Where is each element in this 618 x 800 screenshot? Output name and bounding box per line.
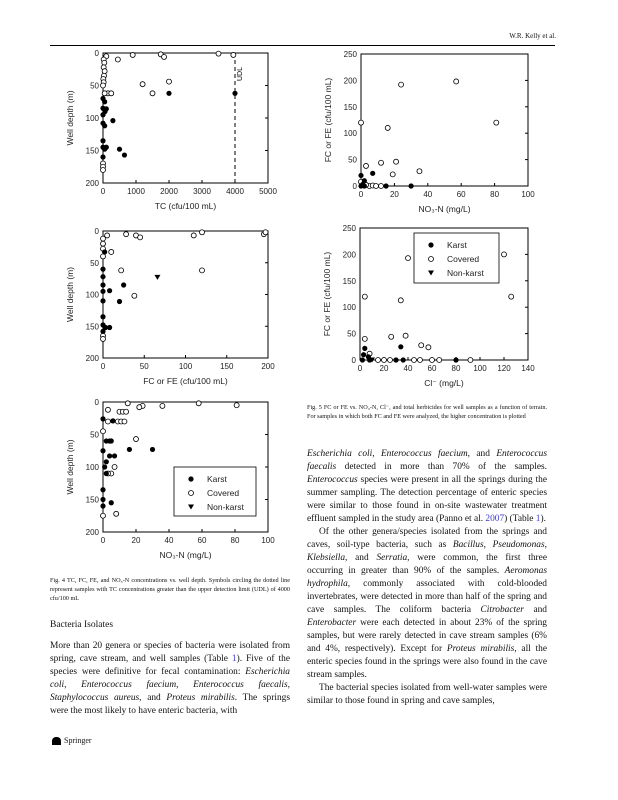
data-point-karst: [150, 447, 155, 452]
data-point-covered: [437, 358, 442, 363]
text-segment: species were present in all the springs during the summer sampling. The detection percentage of enteric species were similar to those found in on-site wastewater treatment effluent sampled in the study area (Panno et al.: [307, 475, 547, 524]
chart-no3-depth: [65, 398, 275, 560]
text-segment: Enterobacter: [307, 618, 357, 628]
data-point-covered: [101, 241, 106, 246]
y-axis-label: Well depth (m): [65, 439, 75, 495]
data-point-karst: [100, 274, 105, 279]
y-tick-label: 150: [342, 276, 356, 286]
data-point-karst: [102, 147, 107, 152]
legend-label: Covered: [447, 254, 480, 264]
data-point-covered: [419, 343, 424, 348]
y-tick-label: 100: [342, 303, 356, 313]
text-segment: Klebsiella: [307, 553, 346, 563]
data-point-karst: [360, 182, 365, 187]
data-point-covered: [130, 52, 135, 57]
data-point-covered: [101, 168, 106, 173]
data-point-covered: [374, 184, 379, 189]
data-point-covered: [125, 401, 130, 406]
paragraph: [307, 448, 547, 526]
data-point-covered: [394, 159, 399, 164]
y-tick-label: 50: [348, 155, 357, 165]
data-point-covered: [494, 120, 499, 125]
text-segment: Enterococcus faecalis: [307, 449, 547, 472]
y-tick-label: 250: [343, 50, 357, 59]
x-tick-label: 5000: [259, 187, 277, 196]
x-tick-label: 1000: [127, 187, 145, 196]
y-axis-label: FC or FE (cfu/100 mL): [323, 77, 333, 163]
x-axis-label: NO₃-N (mg/L): [418, 204, 471, 214]
text-segment: Pseudomonas: [492, 540, 545, 550]
data-point-covered: [122, 419, 127, 424]
text-segment: Escherichia coli: [307, 449, 373, 459]
plot-frame: [103, 231, 268, 358]
data-point-karst: [383, 183, 388, 188]
x-tick-label: 80: [490, 190, 500, 199]
data-point-covered: [200, 268, 205, 273]
data-point-covered: [379, 184, 384, 189]
data-point-karst: [102, 123, 107, 128]
data-point-karst: [112, 453, 117, 458]
x-tick-label: 20: [379, 364, 389, 373]
data-point-covered: [132, 293, 137, 298]
data-point-karst: [110, 118, 115, 123]
data-point-covered: [112, 465, 117, 470]
data-point-covered: [390, 172, 395, 177]
legend-label: Karst: [447, 240, 467, 250]
y-tick-label: 0: [352, 182, 357, 191]
x-tick-label: 100: [521, 190, 535, 199]
text-segment: . The springs were the most likely to have enteric bacteria, with: [50, 693, 290, 716]
data-point-karst: [358, 173, 363, 178]
data-point-covered: [162, 54, 167, 59]
x-axis-label: FC or FE (cfu/100 mL): [143, 376, 228, 386]
data-point-karst: [362, 346, 367, 351]
data-point-covered: [231, 52, 236, 57]
text-segment: ).: [540, 514, 546, 524]
y-tick-label: 150: [85, 322, 99, 332]
data-point-karst: [110, 418, 115, 423]
x-axis-label: NO₃-N (mg/L): [159, 550, 212, 560]
data-point-karst: [107, 453, 112, 458]
data-point-covered: [216, 51, 221, 56]
data-point-covered: [263, 230, 268, 235]
data-point-karst: [100, 289, 105, 294]
data-point-karst: [100, 487, 105, 492]
x-tick-label: 60: [197, 536, 207, 545]
x-tick-label: 60: [456, 190, 466, 199]
springer-horse-icon: [52, 737, 61, 745]
data-point-karst: [100, 314, 105, 319]
text-segment: Enterococcus faecalis: [193, 680, 288, 690]
data-point-covered: [454, 79, 459, 84]
x-tick-label: 20: [389, 190, 399, 199]
y-tick-label: 50: [90, 258, 99, 268]
x-tick-label: 4000: [226, 187, 244, 196]
running-head: W.R. Kelly et al.: [509, 32, 556, 40]
data-point-karst: [453, 357, 458, 362]
x-tick-label: 120: [497, 364, 511, 373]
y-tick-label: 150: [343, 102, 357, 112]
x-tick-label: 2000: [160, 187, 178, 196]
x-tick-label: 0: [100, 536, 106, 545]
y-tick-label: 200: [343, 76, 357, 86]
data-point-covered: [389, 334, 394, 339]
data-point-covered: [509, 294, 514, 299]
data-point-karst: [117, 299, 122, 304]
y-tick-label: 50: [90, 81, 99, 91]
right-column-text: [307, 448, 547, 708]
data-point-covered: [200, 230, 205, 235]
data-point-karst: [100, 329, 105, 334]
data-point-covered: [430, 358, 435, 363]
y-tick-label: 250: [342, 224, 356, 233]
citation-link[interactable]: 1: [535, 514, 541, 524]
x-tick-label: 100: [178, 362, 193, 371]
y-tick-label: 0: [351, 356, 356, 365]
data-point-non-karst: [154, 275, 160, 280]
y-tick-label: 100: [85, 463, 99, 472]
udl-label: UDL: [237, 66, 244, 81]
data-point-karst: [122, 152, 127, 157]
text-segment: The bacterial species isolated from well-water samples were similar to those found in spring and cave samples,: [307, 683, 547, 706]
data-point-covered: [502, 252, 507, 257]
data-point-karst: [166, 91, 171, 96]
x-tick-label: 100: [473, 364, 487, 373]
data-point-covered: [134, 437, 139, 442]
data-point-covered: [417, 169, 422, 174]
data-point-covered: [105, 407, 110, 412]
data-point-covered: [137, 405, 142, 410]
data-point-covered: [406, 256, 411, 261]
text-segment: , and: [345, 553, 377, 563]
data-point-karst: [102, 99, 107, 104]
figure4-caption: Fig. 4 TC, FC, FE, and NO₃-N concentrations vs. well depth. Symbols circling the dotted line represent samples with TC concentrations greater than the upper detection limit (UDL) of 4000 cfu/100 mL: [50, 577, 290, 602]
data-point-karst: [100, 448, 105, 453]
data-point-covered: [101, 513, 106, 518]
data-point-covered: [114, 511, 119, 516]
text-segment: ,: [483, 540, 493, 550]
data-point-karst: [409, 183, 414, 188]
y-tick-label: 50: [347, 329, 356, 339]
data-point-karst: [100, 282, 105, 287]
data-point-covered: [364, 163, 369, 168]
data-point-karst: [121, 282, 126, 287]
data-point-covered: [109, 249, 114, 254]
data-point-covered: [101, 254, 106, 259]
text-segment: ,: [64, 680, 82, 690]
x-tick-label: 20: [131, 536, 141, 545]
data-point-karst: [361, 352, 366, 357]
data-point-covered: [426, 345, 431, 350]
text-segment: and: [523, 605, 547, 615]
y-tick-label: 100: [343, 129, 357, 139]
data-point-covered: [101, 83, 106, 88]
data-point-covered: [379, 160, 384, 165]
x-tick-label: 40: [403, 364, 413, 373]
figure5-caption: Fig. 5 FC or FE vs. NO₃-N, Cl⁻, and total herbicides for well samples as a function of terrain. For samples in which both FC and FE were analyzed, the higher concentration is plotted: [307, 404, 547, 420]
data-point-covered: [403, 333, 408, 338]
text-segment: , commonly associated with cold-blooded invertebrates, were detected in more than half of the spring and cave samples. The coliform bacteria: [307, 579, 547, 615]
x-tick-label: 0: [358, 190, 364, 199]
y-tick-label: 100: [85, 114, 99, 123]
x-tick-label: 40: [164, 536, 174, 545]
data-point-covered: [234, 403, 239, 408]
y-axis-label: FC or FE (cfu/100 mL): [322, 251, 332, 337]
text-segment: Bacillus: [452, 540, 484, 550]
publisher-name: Springer: [64, 736, 92, 745]
y-axis-label: Well depth (m): [65, 90, 75, 146]
legend-marker-covered: [189, 491, 194, 496]
legend: [174, 467, 256, 516]
text-segment: Staphylococcus aureus: [50, 693, 140, 703]
data-point-covered: [124, 409, 129, 414]
text-segment: ,: [287, 680, 291, 690]
data-point-karst: [370, 171, 375, 176]
x-tick-label: 0: [357, 364, 363, 373]
x-tick-label: 40: [423, 190, 433, 199]
x-tick-label: 0: [100, 187, 106, 196]
y-tick-label: 0: [94, 49, 99, 58]
data-point-karst: [100, 138, 105, 143]
text-segment: Of the other genera/species isolated from the springs and caves, soil-type bacteria, such as: [307, 527, 547, 550]
y-tick-label: 150: [85, 495, 99, 505]
data-point-karst: [100, 497, 105, 502]
y-tick-label: 0: [94, 398, 99, 407]
text-segment: Aeromonas hydrophila: [307, 566, 547, 589]
data-point-karst: [107, 288, 112, 293]
data-point-covered: [101, 236, 106, 241]
x-tick-label: 3000: [193, 187, 211, 196]
y-tick-label: 100: [85, 290, 99, 300]
data-point-covered: [468, 358, 473, 363]
data-point-karst: [100, 267, 105, 272]
left-column-text: [50, 640, 290, 718]
data-point-covered: [418, 358, 423, 363]
x-tick-label: 80: [451, 364, 461, 373]
y-tick-label: 200: [85, 528, 99, 537]
data-point-covered: [150, 91, 155, 96]
y-axis-label: Well depth (m): [65, 266, 75, 323]
data-point-covered: [376, 358, 381, 363]
data-point-covered: [102, 91, 107, 96]
data-point-covered: [101, 336, 106, 341]
text-segment: detected in more than 70% of the samples.: [336, 462, 547, 472]
data-point-covered: [362, 336, 367, 341]
data-point-karst: [127, 447, 132, 452]
legend-label: Non-karst: [207, 502, 244, 512]
text-segment: Serratia: [376, 553, 408, 563]
y-tick-label: 150: [85, 146, 99, 156]
text-segment: were each detected in about 23% of the spring samples, but were rarely detected in cave stream samples (6% and 4%, respectively). Except for: [307, 618, 547, 654]
data-point-karst: [100, 298, 105, 303]
data-point-covered: [167, 79, 172, 84]
paragraph: [307, 682, 547, 708]
x-tick-label: 100: [261, 536, 275, 545]
data-point-covered: [109, 91, 114, 96]
data-point-covered: [196, 401, 201, 406]
legend-marker-karst: [428, 242, 433, 247]
data-point-karst: [100, 112, 105, 117]
text-segment: ) (Table: [504, 514, 536, 524]
plot-frame: [361, 54, 528, 186]
citation-link[interactable]: 1: [231, 654, 237, 664]
data-point-covered: [382, 358, 387, 363]
text-segment: , all the enteric species found in the springs were also found in the cave stream samples.: [307, 644, 547, 680]
data-point-covered: [119, 268, 124, 273]
x-tick-label: 200: [261, 362, 275, 371]
paragraph: [50, 640, 290, 718]
data-point-karst: [398, 344, 403, 349]
x-tick-label: 150: [220, 362, 234, 371]
data-point-covered: [124, 232, 129, 237]
y-tick-label: 0: [94, 227, 99, 236]
data-point-covered: [105, 419, 110, 424]
data-point-covered: [138, 235, 143, 240]
publisher-logo: [52, 736, 92, 745]
data-point-karst: [232, 91, 237, 96]
x-tick-label: 50: [139, 362, 149, 371]
text-segment: ,: [176, 680, 194, 690]
chart-fc-cl: [322, 224, 535, 388]
data-point-karst: [109, 500, 114, 505]
data-point-covered: [160, 403, 165, 408]
text-segment: ,: [544, 540, 547, 550]
section-heading: Bacteria Isolates: [50, 620, 114, 630]
legend: [414, 233, 499, 283]
x-tick-label: 140: [521, 364, 535, 373]
legend-marker-covered: [429, 257, 434, 262]
data-point-karst: [102, 249, 107, 254]
data-point-covered: [101, 429, 106, 434]
text-segment: Citrobacter: [480, 605, 524, 615]
data-point-covered: [140, 82, 145, 87]
data-point-karst: [102, 464, 107, 469]
text-segment: ,: [372, 449, 381, 459]
text-segment: Enterococcus: [307, 475, 358, 485]
data-point-karst: [401, 357, 406, 362]
y-tick-label: 200: [85, 354, 99, 363]
data-point-covered: [385, 125, 390, 130]
x-axis-label: TC (cfu/100 mL): [154, 201, 217, 211]
text-segment: , and: [467, 449, 497, 459]
data-point-covered: [115, 57, 120, 62]
data-point-covered: [412, 358, 417, 363]
data-point-karst: [109, 438, 114, 443]
chart-fcfe-depth: [65, 227, 275, 386]
data-point-karst: [104, 471, 109, 476]
text-segment: Enterococcus faecium: [380, 449, 468, 459]
data-point-karst: [104, 459, 109, 464]
text-segment: Proteus mirabilis: [166, 693, 235, 703]
text-segment: , and: [139, 693, 167, 703]
text-segment: ). Five of the species were definitive for fecal contamination:: [50, 654, 290, 677]
x-tick-label: 80: [230, 536, 240, 545]
data-point-covered: [359, 120, 364, 125]
paragraph: [307, 526, 547, 682]
y-tick-label: 200: [342, 250, 356, 260]
chart-tc-depth: [65, 49, 277, 211]
data-point-covered: [388, 358, 393, 363]
x-axis-label: Cl⁻ (mg/L): [424, 378, 464, 388]
citation-link[interactable]: 2007: [485, 514, 505, 524]
data-point-karst: [117, 147, 122, 152]
text-segment: More than 20 genera or species of bacteria were isolated from spring, cave stream, and well samples (Table: [50, 641, 290, 664]
legend-label: Karst: [207, 474, 227, 484]
legend-label: Non-karst: [447, 268, 484, 278]
data-point-karst: [360, 357, 365, 362]
data-point-covered: [191, 233, 196, 238]
y-tick-label: 200: [85, 179, 99, 188]
data-point-karst: [100, 154, 105, 159]
data-point-covered: [398, 298, 403, 303]
text-segment: , were common, the first three occurring in greater than 90% of the samples.: [307, 553, 547, 576]
data-point-karst: [100, 503, 105, 508]
chart-fc-no3: [323, 50, 535, 214]
data-point-karst: [100, 416, 105, 421]
legend-marker-karst: [188, 476, 193, 481]
text-segment: Escherichia coli: [50, 667, 290, 690]
x-tick-label: 0: [100, 362, 106, 371]
x-tick-label: 60: [427, 364, 437, 373]
y-tick-label: 50: [90, 430, 99, 440]
text-segment: Enterococcus faecium: [81, 680, 177, 690]
data-point-karst: [393, 357, 398, 362]
legend-label: Covered: [207, 488, 240, 498]
data-point-covered: [399, 82, 404, 87]
data-point-covered: [362, 294, 367, 299]
text-segment: Proteus mirabilis: [446, 644, 515, 654]
